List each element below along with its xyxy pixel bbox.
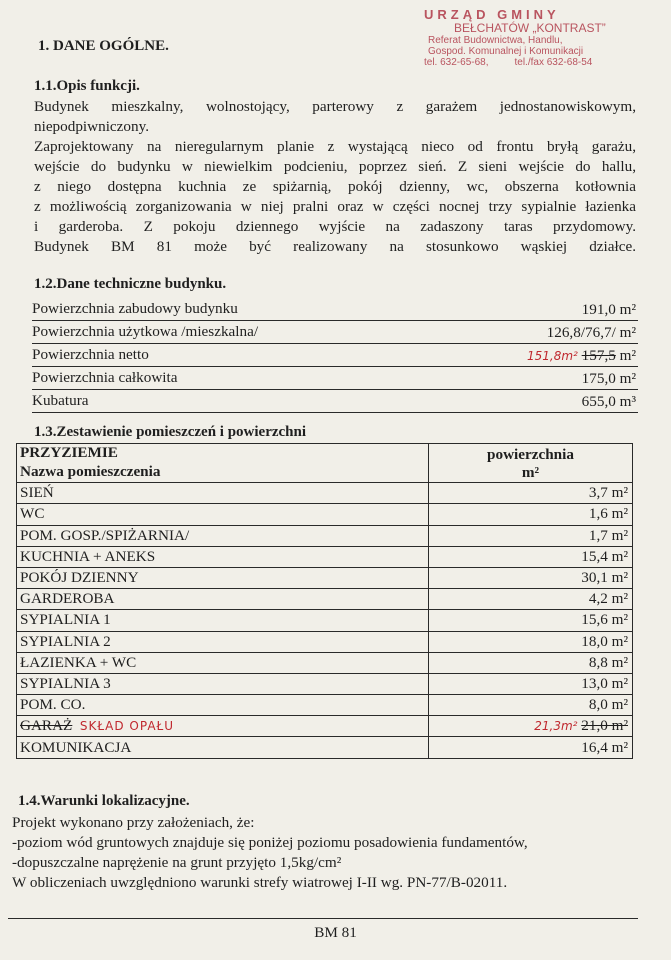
room-name: POKÓJ DZIENNY: [17, 567, 429, 588]
handwritten-room-name: SKŁAD OPAŁU: [79, 719, 175, 734]
room-area: 18,0 m²: [429, 631, 633, 652]
text-line: i garderoba. Z pokoju dziennego wyjście na zadaszony taras przydomowy.: [34, 218, 636, 235]
room-name: KOMUNIKACJA: [17, 737, 429, 758]
section-1-1-title: 1.1.Opis funkcji.: [34, 78, 140, 94]
handwritten-area: 21,3m²: [534, 719, 578, 734]
table-row: [17, 610, 633, 631]
tech-value: 126,8/76,7/ m²: [546, 324, 636, 341]
room-area-cell: [429, 716, 633, 737]
table-row: [17, 525, 633, 546]
text-line: z możliwością zorganizowania w niej pralni oraz w części nocnej trzy sypialnie łazienka: [34, 198, 636, 215]
unit: m²: [615, 347, 636, 364]
room-name: GARAŻ: [20, 717, 73, 735]
area-header-label: powierzchnia: [487, 446, 574, 464]
tech-row: [32, 321, 638, 344]
room-area: 15,6 m²: [429, 610, 633, 631]
section-1-title: 1. DANE OGÓLNE.: [38, 38, 169, 54]
tech-label: Powierzchnia zabudowy budynku: [32, 300, 238, 317]
tech-label: Powierzchnia użytkowa /mieszkalna/: [32, 323, 259, 340]
tech-label: Powierzchnia całkowita: [32, 369, 178, 386]
stamp-phone: [418, 57, 668, 68]
room-area: 8,8 m²: [429, 652, 633, 673]
room-name: WC: [17, 504, 429, 525]
room-name: POM. GOSP./SPIŻARNIA/: [17, 525, 429, 546]
struck-value: 157,5: [581, 347, 616, 364]
table-row: [17, 631, 633, 652]
tech-row: [32, 298, 638, 321]
text-line: Zaprojektowany na nieregularnym planie z wystającą nieco od frontu bryłą garażu,: [34, 138, 636, 155]
name-header: Nazwa pomieszczenia: [17, 462, 429, 483]
tech-value: 655,0 m³: [581, 393, 636, 410]
tech-label: Kubatura: [32, 392, 89, 409]
table-row: [17, 695, 633, 716]
footer-divider: [8, 918, 638, 919]
room-area: 1,6 m²: [429, 504, 633, 525]
area-header-unit: m²: [521, 464, 540, 482]
stamp-fax: tel./fax 632-68-54: [514, 57, 593, 69]
section-1-3-title: 1.3.Zestawienie pomieszczeń i powierzchni: [34, 424, 307, 440]
tech-label: Powierzchnia netto: [32, 346, 149, 363]
handwritten-correction: 151,8m²: [527, 349, 578, 363]
room-name: SYPIALNIA 1: [17, 610, 429, 631]
text-line: -poziom wód gruntowych znajduje się poniżej poziomu posadowienia fundamentów,: [12, 834, 528, 851]
section-1-4-text: [12, 813, 632, 893]
office-stamp: [418, 8, 668, 68]
table-row: [17, 737, 633, 758]
text-line: Budynek mieszkalny, wolnostojący, parterowy z garażem jednostanowiskowym,: [34, 98, 636, 115]
area-header: [429, 444, 633, 483]
text-line: z niego dostępna kuchnia ze spiżarnią, pokój dzienny, wc, obszerna kotłownia: [34, 178, 636, 195]
table-row: [17, 483, 633, 504]
table-header-row: [17, 444, 633, 463]
tech-row: [32, 367, 638, 390]
tech-row: [32, 344, 638, 367]
room-name: ŁAZIENKA + WC: [17, 652, 429, 673]
room-name: SYPIALNIA 2: [17, 631, 429, 652]
stamp-line-2: BEŁCHATÓW „KONTRAST”: [454, 21, 606, 36]
floor-label: PRZYZIEMIE: [17, 444, 429, 463]
text-line: niepodpiwniczony.: [34, 118, 150, 135]
section-1-4-title: 1.4.Warunki lokalizacyjne.: [18, 793, 190, 809]
text-line: Projekt wykonano przy założeniach, że:: [12, 814, 255, 831]
stamp-line-1: URZĄD GMINY: [424, 7, 560, 22]
stamp-line-3: Referat Budownictwa, Handlu,: [428, 35, 563, 47]
section-1-2-title: 1.2.Dane techniczne budynku.: [34, 276, 227, 292]
text-line: W obliczeniach uwzględniono warunki strefy wiatrowej I-II wg. PN-77/B-02011.: [12, 874, 508, 891]
room-area: 15,4 m²: [429, 546, 633, 567]
stamp-line-4: Gospod. Komunalnej i Komunikacji: [428, 46, 584, 58]
technical-data-table: [32, 298, 638, 413]
room-name: KUCHNIA + ANEKS: [17, 546, 429, 567]
table-row: [17, 567, 633, 588]
room-area: 30,1 m²: [429, 567, 633, 588]
room-name: SIEŃ: [17, 483, 429, 504]
rooms-table: [16, 443, 633, 759]
tech-row: [32, 390, 638, 413]
room-area: 13,0 m²: [429, 673, 633, 694]
text-line: wejście do budynku w niewielkim podcieniu, poprzez sień. Z sieni wejście do hallu,: [34, 158, 636, 175]
room-name: POM. CO.: [17, 695, 429, 716]
room-name-cell: [17, 716, 429, 737]
room-area: 8,0 m²: [429, 695, 633, 716]
table-row: [17, 716, 633, 737]
footer-label: BM 81: [314, 924, 357, 941]
tech-value: 191,0 m²: [581, 301, 636, 318]
section-1-1-text: [34, 97, 636, 257]
text-line: Budynek BM 81 może być realizowany na stosunkowo wąskiej działce.: [34, 238, 636, 255]
table-row: [17, 589, 633, 610]
stamp-tel: tel. 632-65-68,: [424, 57, 489, 69]
room-area: 4,2 m²: [429, 589, 633, 610]
room-name: SYPIALNIA 3: [17, 673, 429, 694]
room-area: 3,7 m²: [429, 483, 633, 504]
room-area: 1,7 m²: [429, 525, 633, 546]
table-row: [17, 673, 633, 694]
table-row: [17, 504, 633, 525]
table-row: [17, 652, 633, 673]
room-name: GARDEROBA: [17, 589, 429, 610]
room-area: 16,4 m²: [429, 737, 633, 758]
tech-value: 175,0 m²: [581, 370, 636, 387]
room-area: 21,0 m²: [581, 717, 628, 735]
table-row: [17, 546, 633, 567]
text-line: -dopuszczalne naprężenie na grunt przyjęto 1,5kg/cm²: [12, 854, 342, 871]
tech-value: [527, 347, 636, 365]
